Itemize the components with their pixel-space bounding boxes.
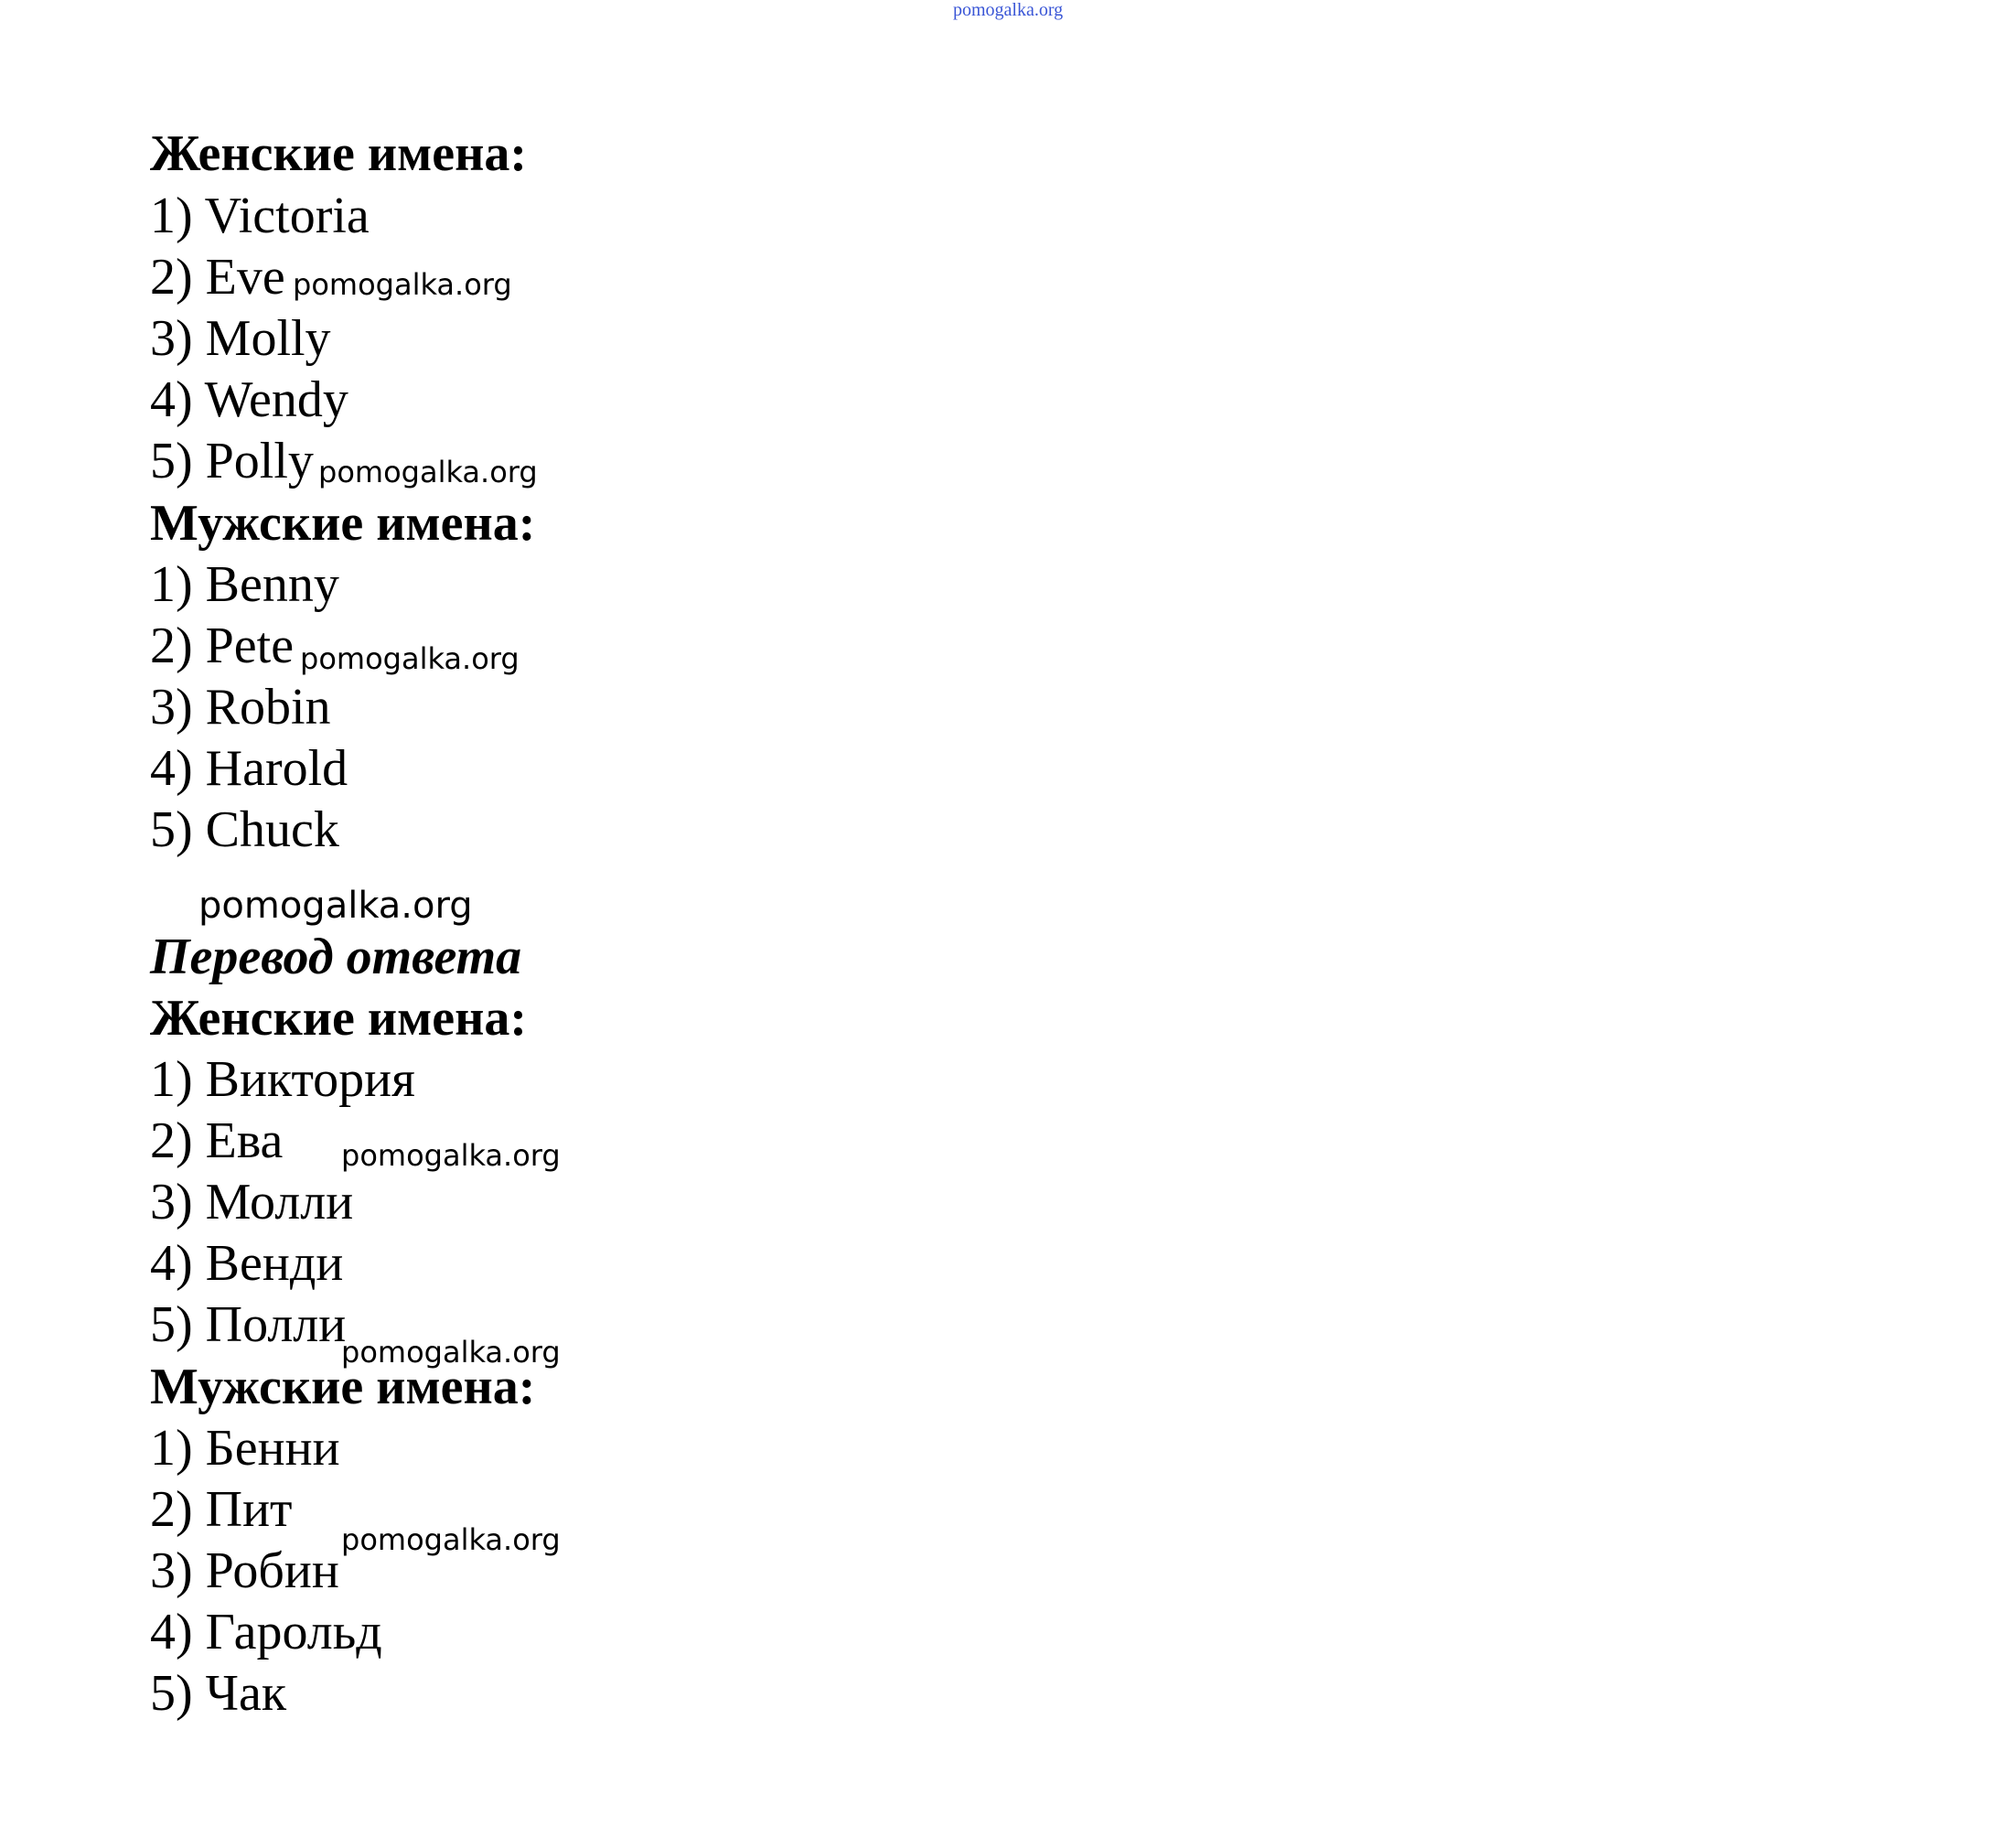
male-name-item: 5) Chuck [150, 801, 339, 858]
watermark-text: pomogalka.org [341, 1522, 561, 1557]
watermark-text: pomogalka.org [198, 885, 473, 927]
translation-heading: Перевод ответа [150, 929, 522, 985]
male-name-item: 4) Harold [150, 740, 348, 797]
watermark-text: pomogalka.org [293, 267, 512, 302]
watermark-text: pomogalka.org [341, 1335, 561, 1370]
top-watermark: pomogalka.org [953, 0, 1064, 20]
translated-male-name-item: 2) Пит [150, 1481, 293, 1538]
female-name-item: 5) Polly [150, 433, 314, 489]
translated-male-names-heading: Мужские имена: [150, 1359, 536, 1415]
translated-female-names-heading: Женские имена: [150, 990, 528, 1047]
translated-male-name-item: 5) Чак [150, 1665, 287, 1722]
female-name-item: 3) Molly [150, 310, 331, 367]
translated-male-name-item: 1) Бенни [150, 1420, 340, 1477]
translated-female-name-item: 3) Молли [150, 1174, 354, 1230]
watermark-text: pomogalka.org [318, 455, 538, 489]
translated-female-name-item: 2) Ева [150, 1112, 284, 1169]
female-name-item: 4) Wendy [150, 371, 348, 428]
male-name-item: 3) Robin [150, 679, 331, 736]
translated-male-name-item: 3) Робин [150, 1542, 339, 1599]
translated-male-name-item: 4) Гарольд [150, 1604, 382, 1660]
female-name-item: 1) Victoria [150, 188, 370, 244]
translated-female-name-item: 5) Полли [150, 1296, 347, 1353]
male-names-heading: Мужские имена: [150, 495, 536, 552]
female-name-item: 2) Eve [150, 249, 285, 306]
translated-female-name-item: 4) Венди [150, 1235, 344, 1292]
watermark-text: pomogalka.org [300, 641, 520, 676]
female-names-heading: Женские имена: [150, 125, 528, 182]
male-name-item: 1) Benny [150, 556, 339, 613]
male-name-item: 2) Pete [150, 618, 295, 674]
watermark-text: pomogalka.org [341, 1138, 561, 1173]
translated-female-name-item: 1) Виктория [150, 1051, 415, 1108]
